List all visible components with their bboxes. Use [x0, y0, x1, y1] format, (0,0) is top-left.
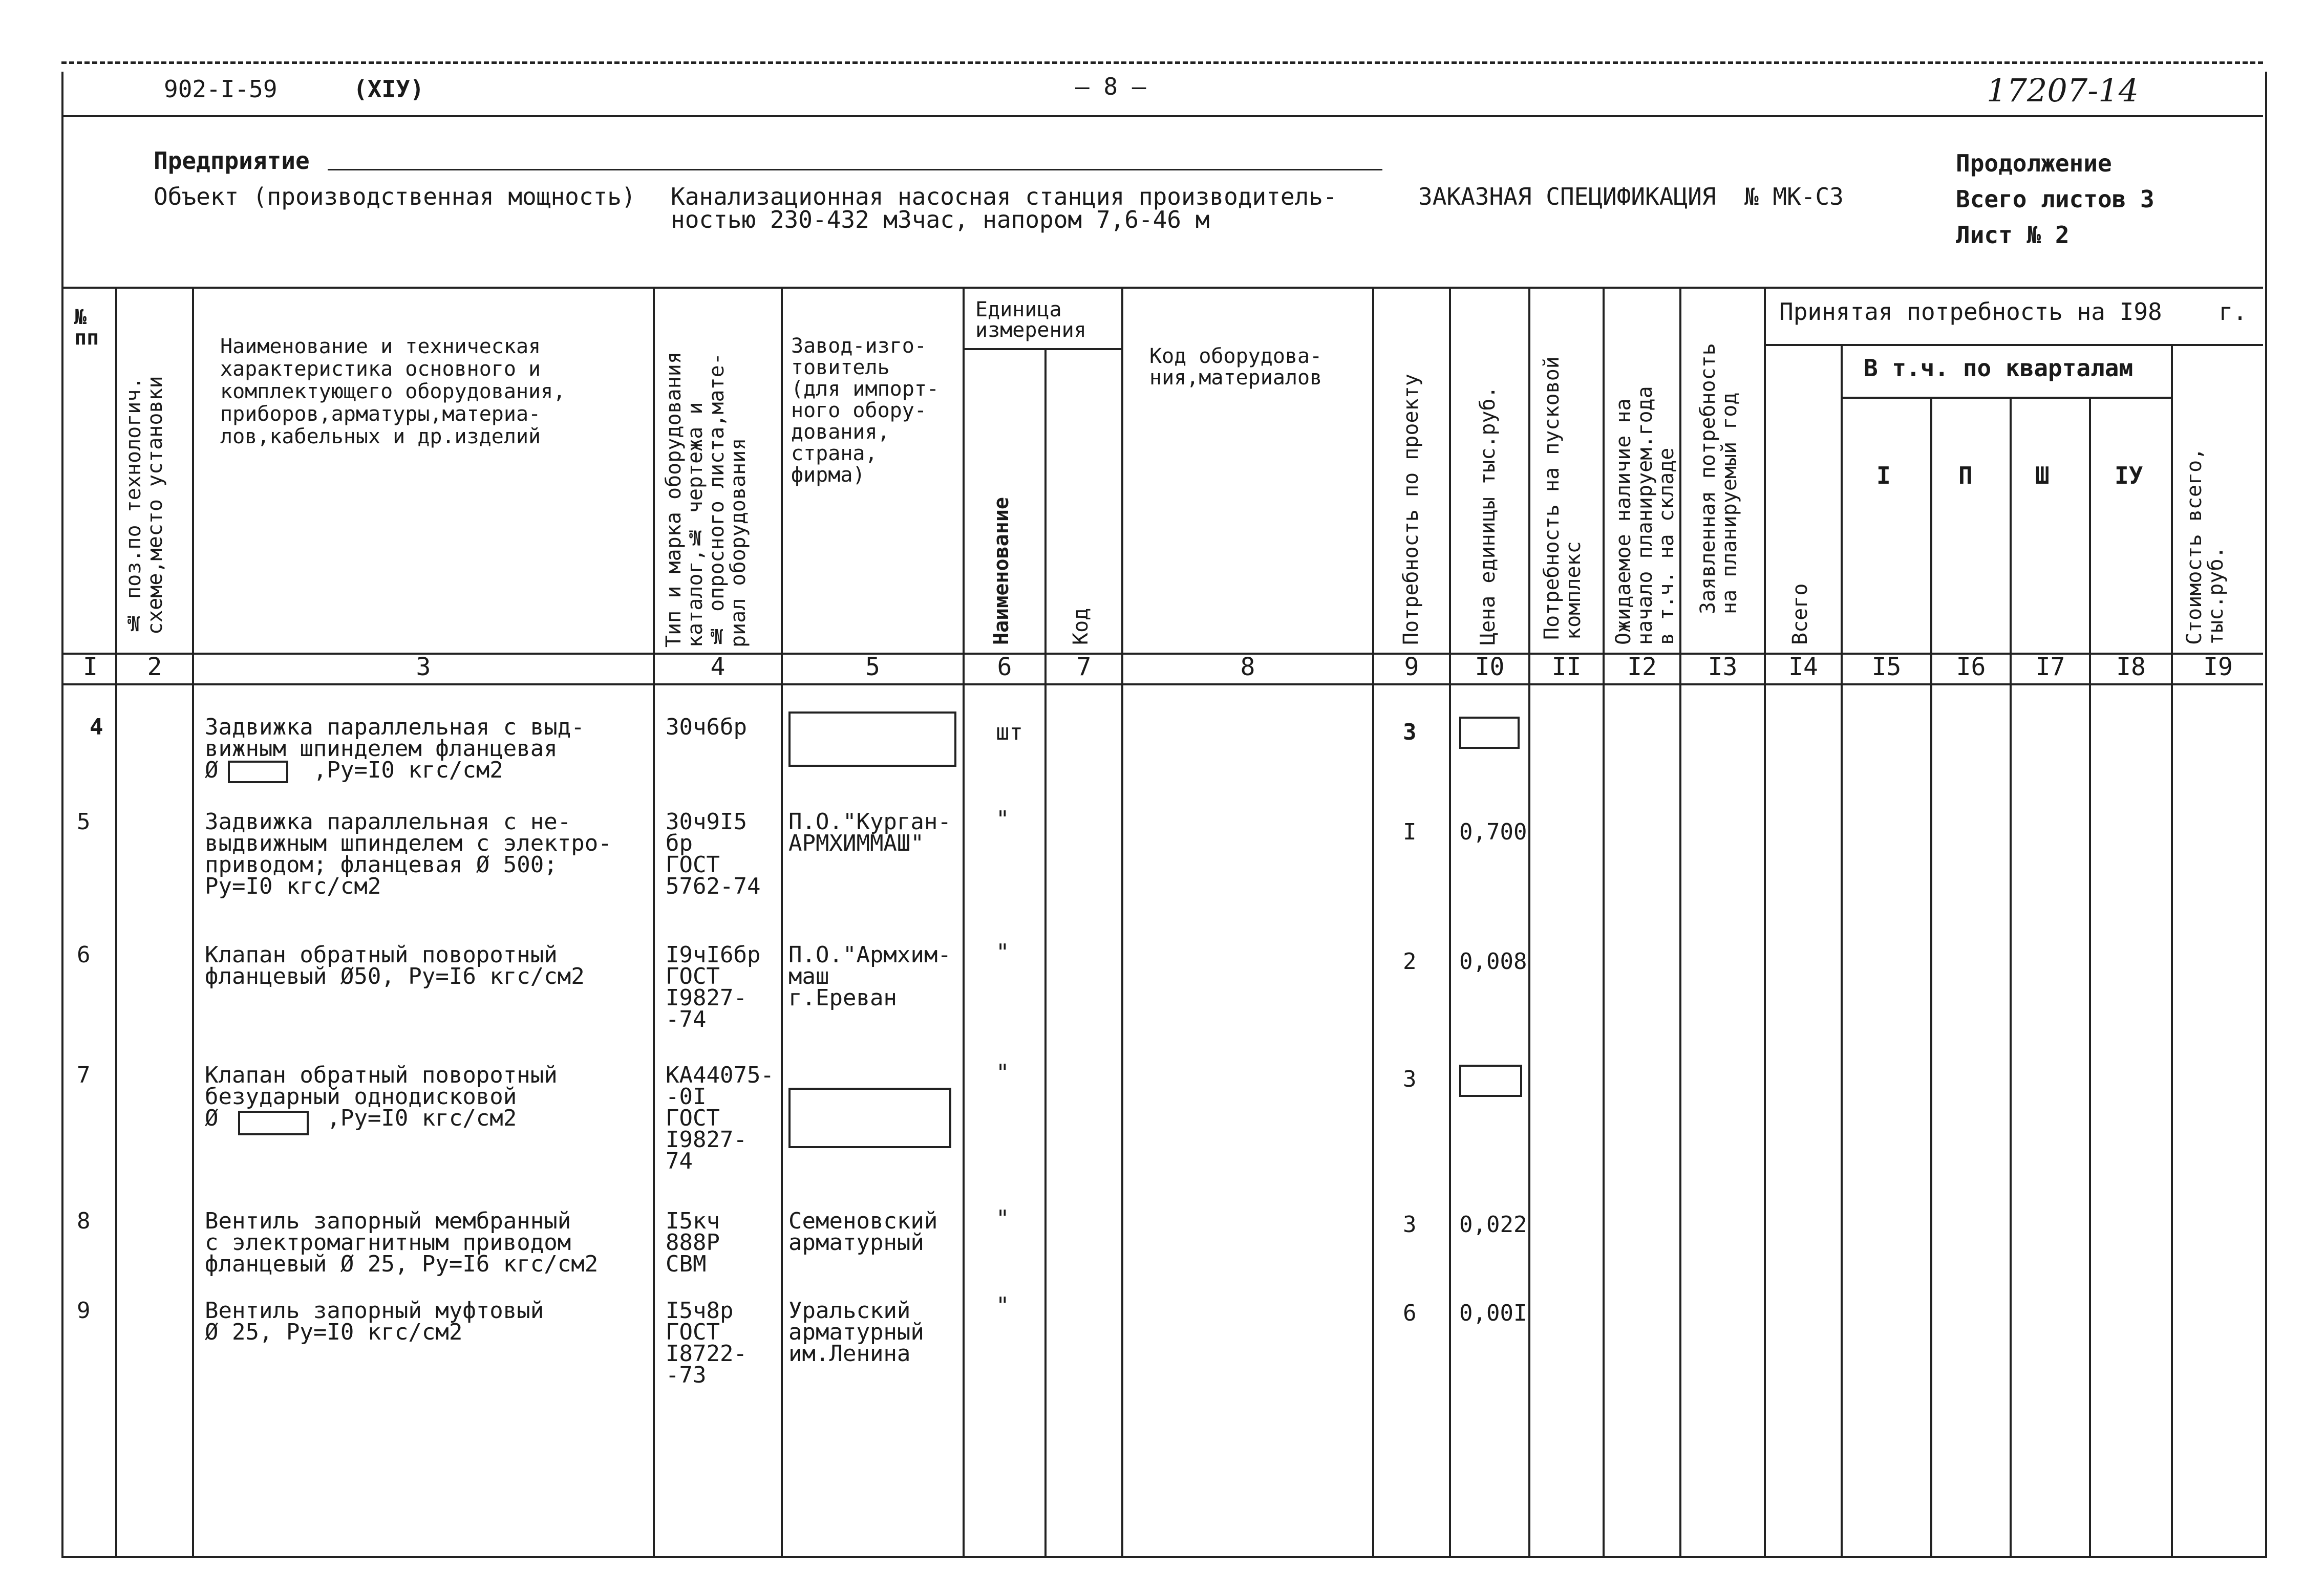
col-header-16: П [1958, 462, 1973, 489]
col-header-14: Всего [1788, 583, 1812, 645]
doc-code: 902-I-59 [164, 75, 278, 103]
col-line-4 [781, 287, 783, 1556]
unit-name: " [996, 1060, 1010, 1086]
item-type: КА44075- -0I ГОСТ I9827- 74 [666, 1062, 774, 1174]
col-header-4: Тип и марка оборудования каталог,№ чертежа и № опросного листа,мате- риал оборудования [662, 352, 750, 648]
quarter-group-header: В т.ч. по кварталам [1864, 354, 2134, 382]
table-top-line [61, 287, 2263, 289]
item-type: 30ч6бр [666, 714, 747, 740]
page-number: — 8 — [1075, 73, 1146, 100]
manufacturer: П.О."Курган- АРМХИММАШ" [788, 809, 951, 856]
row-number: 7 [77, 1062, 91, 1088]
blank-diameter-box [228, 761, 288, 783]
manufacturer: П.О."Армхим- маш г.Ереван [788, 942, 951, 1011]
col-number: 3 [416, 653, 431, 681]
quantity: 3 [1403, 1212, 1417, 1238]
col-header-11: Потребность на пусковой комплекс [1540, 356, 1585, 640]
col-number: II [1551, 653, 1582, 681]
col-header-15: I [1876, 462, 1891, 489]
col-line-10 [1528, 287, 1530, 1556]
col-header-7: Код [1069, 608, 1093, 645]
item-name: Вентиль запорный мембранный с электромагнитным приводом фланцевый Ø 25, Ру=I6 кгс/см2 [205, 1208, 599, 1277]
col-line-16 [2010, 397, 2012, 1556]
unit-price: 0,700 [1459, 819, 1527, 845]
col-header-1: № пп [74, 306, 99, 350]
col-number: I9 [2203, 653, 2233, 681]
unit-name: " [996, 939, 1010, 965]
col-number: I0 [1475, 653, 1505, 681]
col-line-18 [2171, 344, 2173, 1556]
sheet-number: Лист № 2 [1956, 221, 2070, 249]
continuation-label: Продолжение [1956, 149, 2112, 177]
col-header-12: Ожидаемое наличие на начало планируем.года в т.ч. на складе [1612, 386, 1678, 645]
col-line-17 [2089, 397, 2091, 1556]
blank-diameter-box [238, 1111, 309, 1135]
col-line-6 [1044, 348, 1047, 1556]
col-number: I8 [2116, 653, 2146, 681]
item-name: Задвижка параллельная с не- выдвижным шпинделем с электро- приводом; фланцевая Ø 500; Ру=I0 кгс/см2 [205, 809, 612, 899]
unit-price: 0,00I [1459, 1300, 1527, 1326]
unit-price: 0,022 [1459, 1212, 1527, 1238]
accepted-subheader-line [1764, 344, 2263, 346]
unit-name: " [996, 1292, 1010, 1319]
col-number: I7 [2035, 653, 2065, 681]
col-header-5: Завод-изго- товитель (для импорт- ного обору- дования, страна, фирма) [791, 334, 939, 487]
blank-price-box [1459, 1065, 1522, 1097]
item-name: Задвижка параллельная с выд- вижным шпинделем фланцевая Ø ,Ру=I0 кгс/см2 [205, 714, 585, 783]
item-type: I9чI6бр ГОСТ I9827- -74 [666, 942, 761, 1032]
col-number: 7 [1076, 653, 1092, 681]
col-number: 2 [147, 653, 162, 681]
col-line-11 [1603, 287, 1605, 1556]
col-line-5 [963, 287, 965, 1556]
col-header-2: № поз.по технологич. схеме,место установки [122, 376, 167, 635]
spec-title: ЗАКАЗНАЯ СПЕЦИФИКАЦИЯ № МК-СЗ [1418, 183, 1844, 210]
col-line-9 [1449, 287, 1451, 1556]
col-number: I2 [1627, 653, 1657, 681]
unit-subheader-line [963, 348, 1121, 350]
manufacturer: Уральский арматурный им.Ленина [788, 1298, 924, 1367]
total-sheets: Всего листов 3 [1956, 185, 2154, 213]
item-type: I5кч 888Р СВМ [666, 1208, 720, 1277]
col-line-1 [115, 287, 117, 1556]
column-number-line [61, 683, 2263, 685]
header-divider [61, 115, 2263, 117]
unit-name: " [996, 806, 1010, 832]
volume-label: (XIУ) [353, 75, 424, 103]
col-header-13: Заявленная потребность на планируемый год [1696, 343, 1741, 614]
col-number: 4 [710, 653, 726, 681]
unit-group-header: Единица измерения [975, 298, 1086, 342]
row-number: 8 [77, 1208, 91, 1234]
col-header-3: Наименование и техническая характеристика основного и комплектующего оборудования, приборов,арматуры,материа- лов,кабельных и др.изделий [220, 335, 566, 448]
item-type: I5ч8р ГОСТ I8722- -73 [666, 1298, 747, 1388]
col-header-8: Код оборудова- ния,материалов [1149, 344, 1322, 390]
col-number: 5 [865, 653, 880, 681]
quantity: I [1403, 819, 1417, 845]
col-header-9: Потребность по проекту [1399, 374, 1423, 645]
item-name: Клапан обратный поворотный фланцевый Ø50, Ру=I6 кгс/см2 [205, 942, 585, 989]
top-cut-line [61, 61, 2263, 64]
col-line-2 [192, 287, 194, 1556]
col-number: I4 [1788, 653, 1818, 681]
col-header-6: Наименование [990, 497, 1013, 645]
object-text-1: Канализационная насосная станция производитель- [671, 183, 1337, 210]
col-number: I3 [1708, 653, 1738, 681]
row-number: 5 [77, 809, 91, 835]
item-type: 30ч9I5 бр ГОСТ 5762-74 [666, 809, 761, 899]
col-number: I5 [1871, 653, 1902, 681]
unit-price: 0,008 [1459, 948, 1527, 975]
accepted-group-header: Принятая потребность на I98 г. [1779, 298, 2247, 326]
blank-manufacturer-box [788, 711, 956, 767]
col-line-15 [1930, 397, 1932, 1556]
blank-manufacturer-box [788, 1088, 951, 1148]
col-number: 6 [997, 653, 1012, 681]
row-number: 9 [77, 1298, 91, 1324]
manufacturer: Семеновский арматурный [788, 1208, 938, 1256]
quantity: 3 [1403, 1066, 1417, 1092]
row-number: 4 [90, 714, 103, 740]
col-number: 9 [1404, 653, 1419, 681]
col-line-3 [653, 287, 655, 1556]
col-header-19: Стоимость всего, тыс.руб. [2183, 447, 2228, 645]
unit-name: " [996, 1205, 1010, 1232]
col-line-12 [1679, 287, 1681, 1556]
enterprise-label: Предприятие [154, 147, 310, 175]
col-number: 8 [1240, 653, 1255, 681]
row-number: 6 [77, 942, 91, 968]
quantity: 2 [1403, 948, 1417, 975]
quarter-subheader-line [1841, 397, 2171, 399]
col-line-13 [1764, 287, 1766, 1556]
col-line-8 [1372, 287, 1374, 1556]
object-text-2: ностью 230-432 м3час, напором 7,6-46 м [671, 206, 1210, 233]
col-header-17: Ш [2035, 462, 2050, 489]
item-name: Вентиль запорный муфтовый Ø 25, Ру=I0 кгс/см2 [205, 1298, 544, 1345]
col-number: I [83, 653, 98, 681]
col-header-10: Цена единицы тыс.руб. [1476, 386, 1500, 645]
col-line-7 [1121, 287, 1123, 1556]
blank-price-box [1459, 717, 1520, 749]
col-header-18: IУ [2115, 462, 2143, 489]
quantity: 3 [1403, 719, 1417, 745]
inventory-number: 17207-14 [1987, 72, 2139, 109]
quantity: 6 [1403, 1300, 1417, 1326]
object-label: Объект (производственная мощность) [154, 183, 636, 210]
col-line-14 [1841, 344, 1843, 1556]
col-number: I6 [1956, 653, 1986, 681]
unit-name: шт [996, 719, 1023, 745]
enterprise-underline [328, 169, 1382, 170]
item-name: Клапан обратный поворотный безударный однодисковой Ø ,Ру=I0 кгс/см2 [205, 1062, 558, 1131]
